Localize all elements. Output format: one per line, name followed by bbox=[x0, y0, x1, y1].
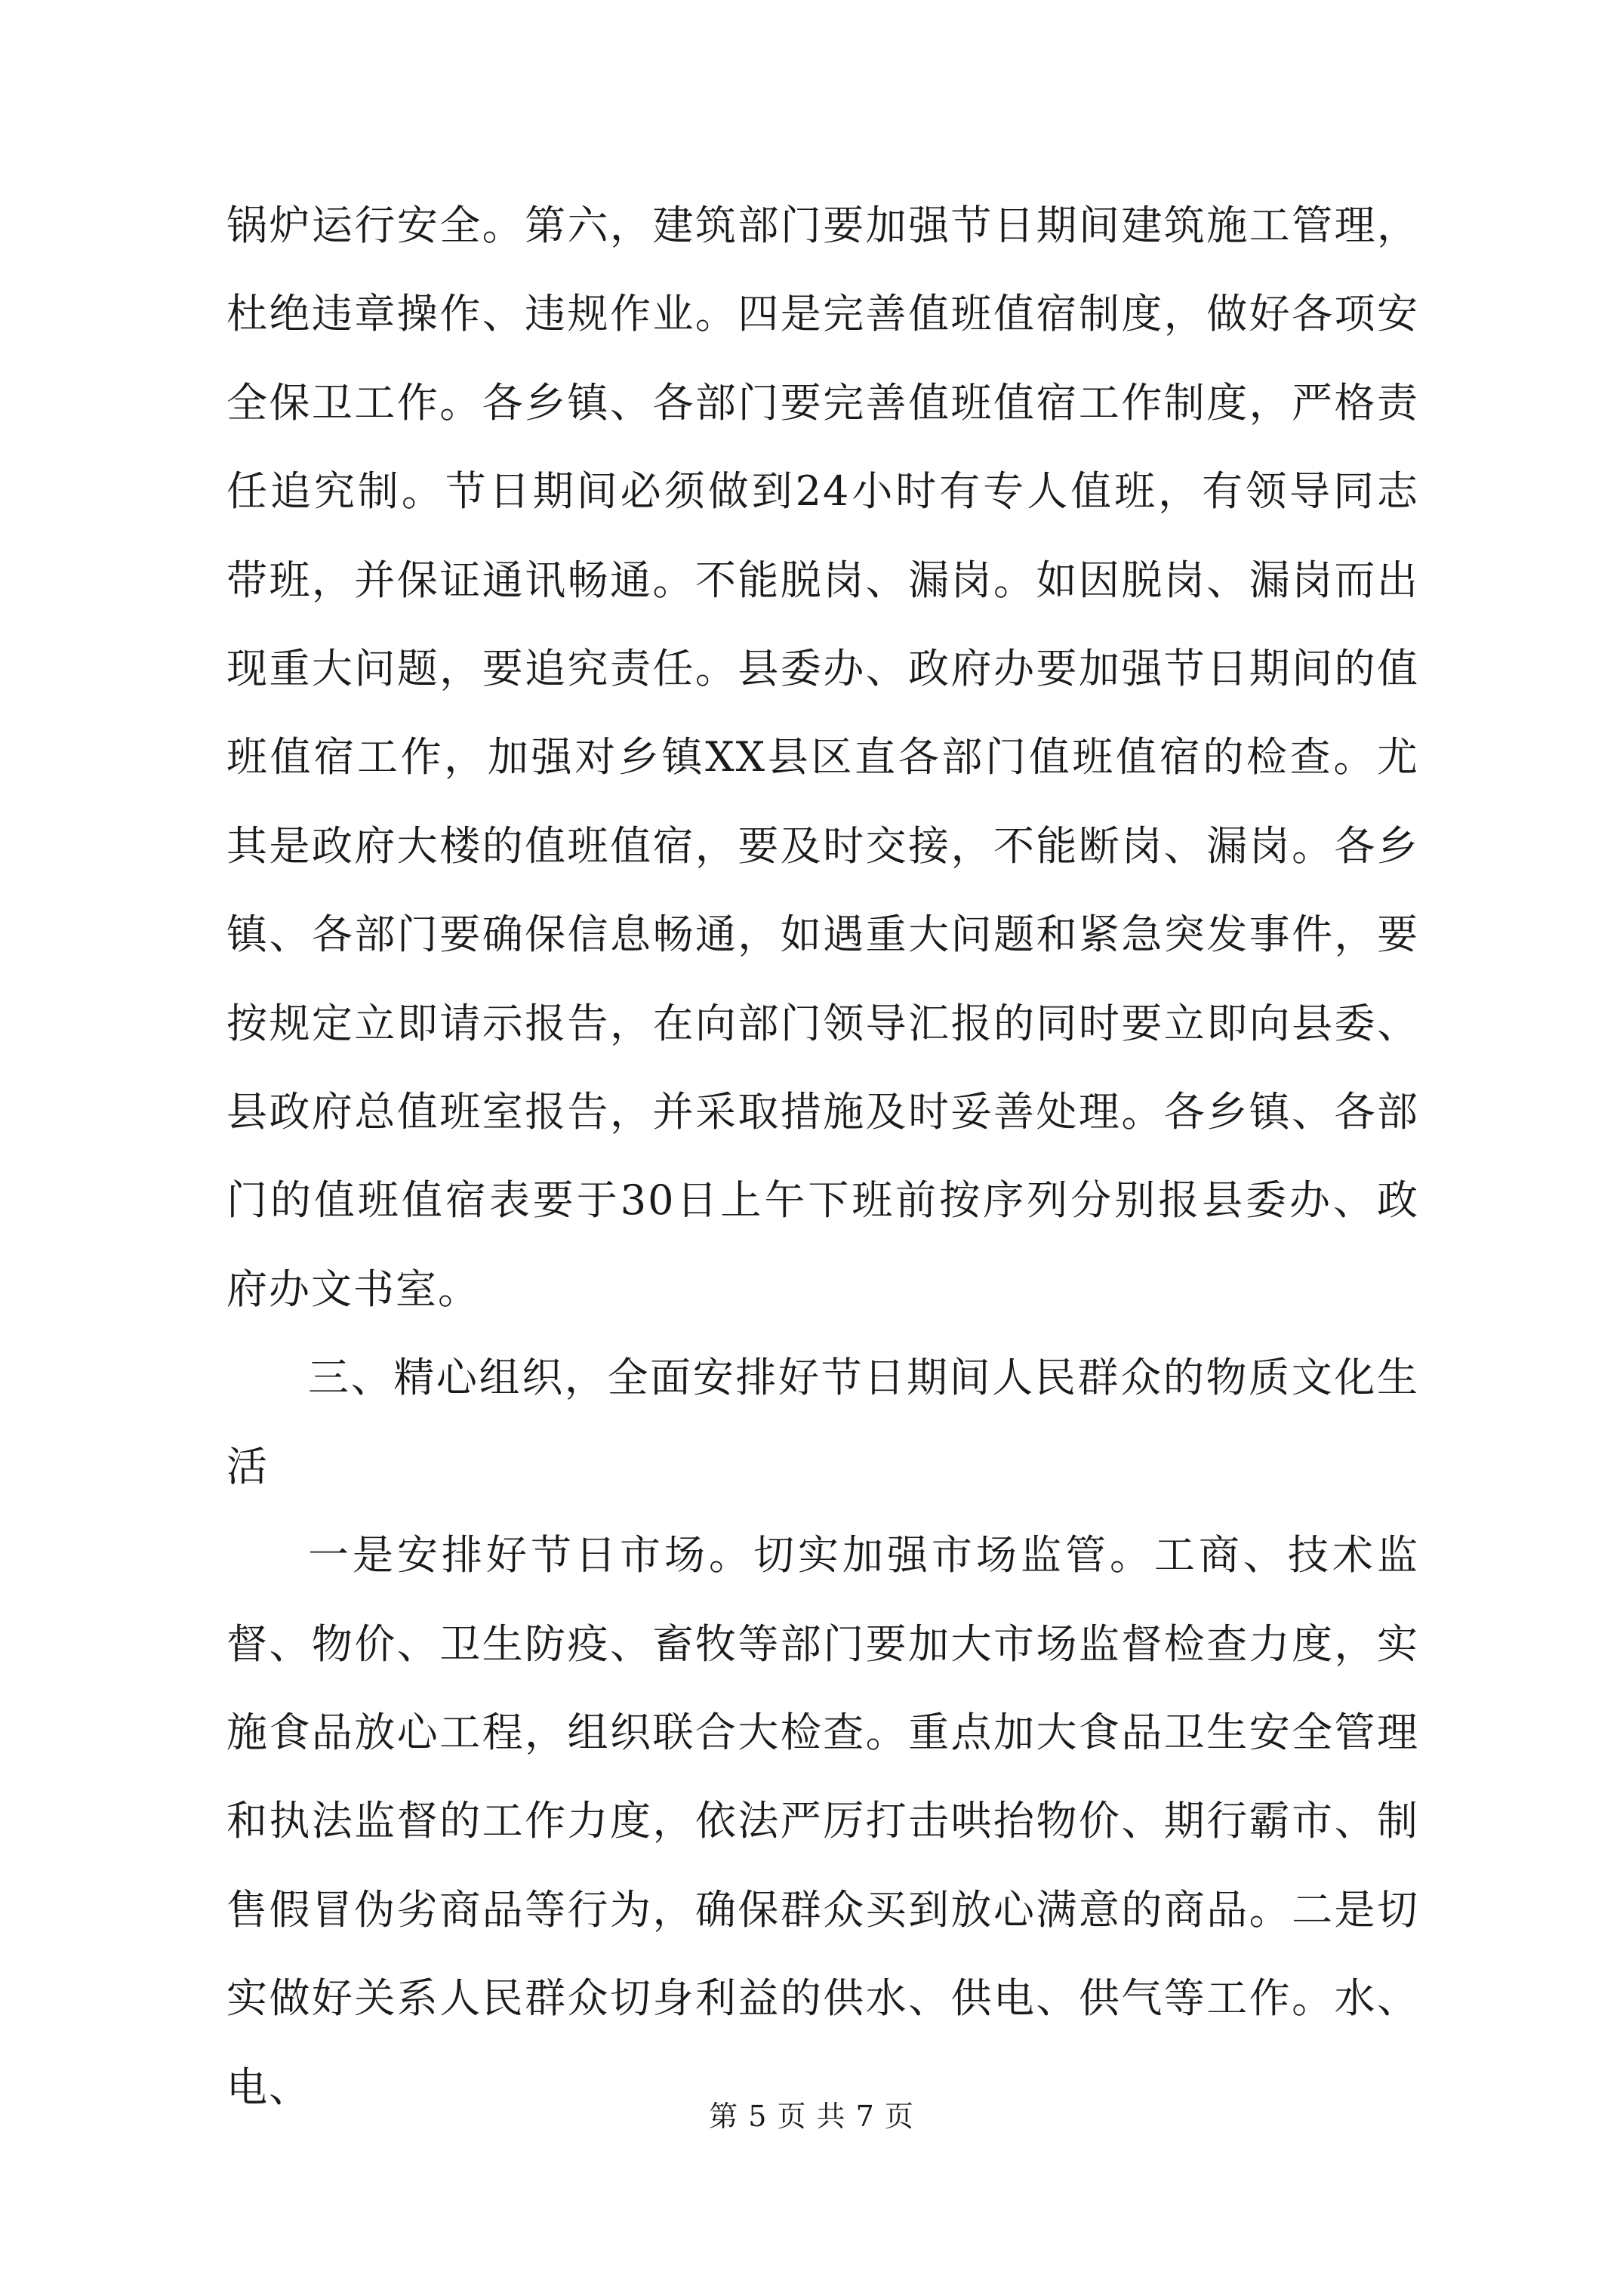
section-heading-3: 三、精心组织，全面安排好节日期间人民群众的物质文化生活 bbox=[226, 1354, 1419, 1490]
paragraph-2: 一是安排好节日市场。切实加强市场监管。工商、技术监督、物价、卫生防疫、畜牧等部门要加大市场监督检查力度，实施食品放心工程，组织联合大检查。重点加大食品卫生安全管理和执法监督的工作力度，依法严厉打击哄抬物价、期行霸市、制售假冒伪劣商品等行为，确保群众买到放心满意的商品。二是切实做好关系人民群众切身利益的供水、供电、供气等工作。水、电、 bbox=[226, 1531, 1419, 2111]
page-footer: 第 5 页 共 7 页 bbox=[709, 2100, 914, 2133]
paragraph-1: 锅炉运行安全。第六，建筑部门要加强节日期间建筑施工管理，杜绝违章操作、违规作业。四是完善值班值宿制度，做好各项安全保卫工作。各乡镇、各部门要完善值班值宿工作制度，严格责任追究制。节日期间必须做到24小时有专人值班，有领导同志带班，并保证通讯畅通。不能脱岗、漏岗。如因脱岗、漏岗而出现重大问题，要追究责任。县委办、政府办要加强节日期间的值班值宿工作，加强对乡镇XX县区直各部门值班值宿的检查。尤其是政府大楼的值班值宿，要及时交接，不能断岗、漏岗。各乡镇、各部门要确保信息畅通，如遇重大问题和紧急突发事件，要按规定立即请示报告，在向部门领导汇报的同时要立即向县委、县政府总值班室报告，并采取措施及时妥善处理。各乡镇、各部门的值班值宿表要于30日上午下班前按序列分别报县委办、政府办文书室。 bbox=[226, 202, 1419, 1313]
document-body bbox=[226, 181, 1419, 2131]
